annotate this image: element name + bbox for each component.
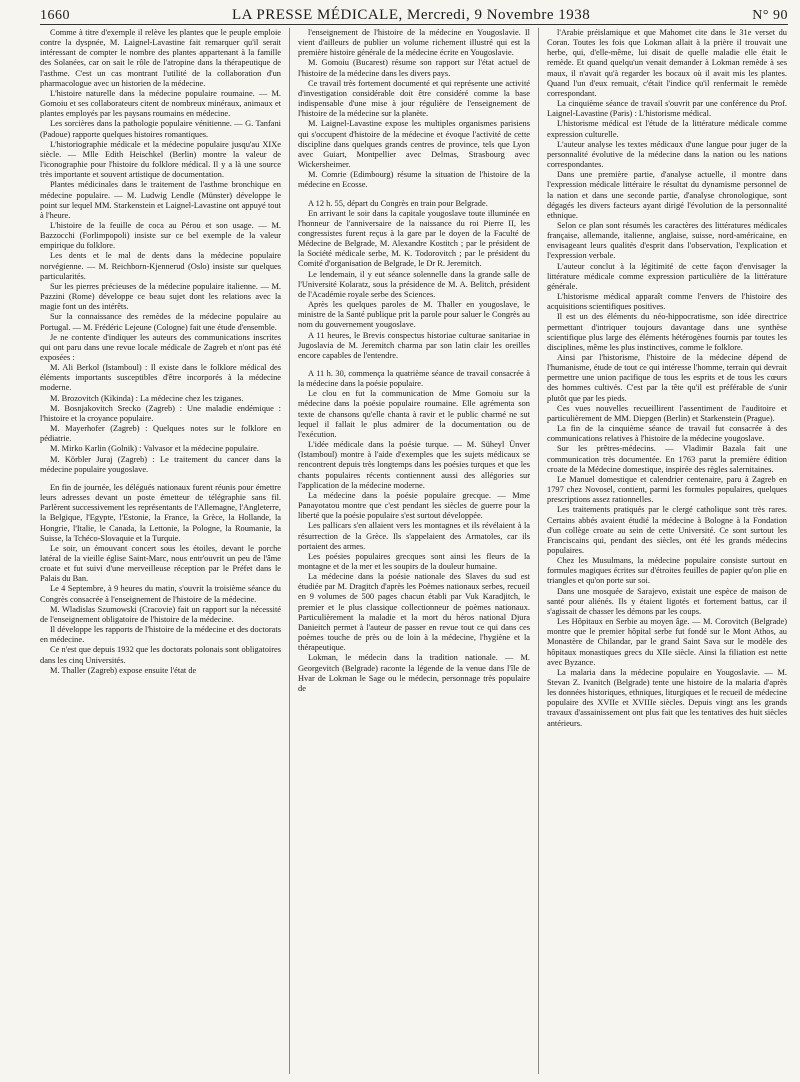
- paragraph: La fin de la cinquième séance de travail fut consacrée à des communications relatives à l'histoire de la médecine yougoslave.: [547, 424, 787, 444]
- paragraph: L'historiographie médicale et la médecine populaire jusqu'au XIXe siècle. — Mlle Edith Heischkel (Berlin) montre la valeur de l'iconographie pour l'histoire du folklore médical. Il y a là une source très importante et souvent artistique de documentation.: [40, 139, 281, 180]
- paragraph: M. Laignel-Lavastine expose les multiples organismes parisiens qui s'occupent d'histoire de la médecine et évoque l'activité de cette discipline dans quelques grands centres de province, tels que Lyon avec Guiart, Montpellier avec Delmas, Strasbourg avec Wickersheimer.: [298, 119, 530, 170]
- paragraph: M. Gomoiu (Bucarest) résume son rapport sur l'état actuel de l'histoire de la médecine dans les divers pays.: [298, 58, 530, 78]
- paragraph: A 11 heures, le Brevis conspectus historiae culturae sanitariae in Jugoslavia de M. Jeremitch charma par son latin clair les oreilles encore capables de l'entendre.: [298, 330, 530, 360]
- paragraph: Ce travail très fortement documenté et qui représente une activité d'investigation considérable doit être considéré comme la base indispensable d'une mise à jour régulière de l'enseignement de l'histoire de la médecine sur la planète.: [298, 78, 530, 119]
- paragraph: Plantes médicinales dans le traitement de l'asthme bronchique en médecine populaire. — M. Ludwig Lendle (Münster) développe le point sur lequel MM. Starkenstein et Laignel-Lavastine ont appuyé tout à l'heure.: [40, 180, 281, 220]
- paragraph: Le Manuel domestique et calendrier centenaire, paru à Zagreb en 1797 chez Novosel, contient, parmi les formules populaires, quelques prescriptions assez rationnelles.: [547, 474, 787, 505]
- paragraph: L'histoire naturelle dans la médecine populaire roumaine. — M. Gomoiu et ses collaborateurs citent de nombreux minéraux, animaux et plantes employés par les paysans roumains en médecine.: [40, 88, 281, 119]
- column-right: [538, 28, 787, 1074]
- paragraph: Sur les pierres précieuses de la médecine populaire italienne. — M. Pazzini (Rome) développe ce beau sujet dont les relations avec la magie font un des intérêts.: [40, 281, 281, 312]
- paragraph: Sur les prêtres-médecins. — Vladimir Bazala fait une communication très documentée. En 1763 parut la première édition croate de la Médecine domestique, inspirée des règles salernitaines.: [547, 444, 787, 474]
- paragraph: Ce n'est que depuis 1932 que les doctorats polonais sont obligatoires dans les cinq Universités.: [40, 645, 281, 665]
- paragraph: M. Mayerhofer (Zagreb) : Quelques notes sur le folklore en pédiatrie.: [40, 424, 281, 444]
- paragraph: L'auteur conclut à la légitimité de cette façon d'envisager la littérature médicale comme expression particulière de la littérature générale.: [547, 261, 787, 291]
- paragraph: M. Thaller (Zagreb) expose ensuite l'état de: [50, 665, 197, 675]
- paragraph: M. Comrie (Edimbourg) résume la situation de l'histoire de la médecine en Ecosse.: [298, 170, 530, 190]
- paragraph: M. Mirko Karlin (Golnik) : Valvasor et la médecine populaire.: [50, 444, 259, 454]
- paragraph: Les dents et le mal de dents dans la médecine populaire norvégienne. — M. Reichborn-Kjennerud (Oslo) insiste sur quelques particularités.: [40, 251, 281, 281]
- page-number: 1660: [40, 8, 70, 23]
- article-columns: [40, 28, 788, 1074]
- paragraph: Sur la connaissance des remèdes de la médecine populaire au Portugal. — M. Frédéric Lejeune (Cologne) fait une étude d'ensemble.: [40, 312, 281, 332]
- paragraph: Dans une première partie, d'analyse actuelle, il montre dans l'expression médicale littéraire le résultat du dynamisme personnel de la nation et dans une seconde partie, d'analyse chronologique, sont dégagés les divers facteurs ayant dirigé l'évolution de la personnalité ethnique.: [547, 170, 787, 220]
- column-middle: [289, 28, 538, 1074]
- paragraph: Le clou en fut la communication de Mme Gomoiu sur la médecine dans la poésie populaire roumaine. Elle agrémenta son texte de chansons qu'elle chanta à ravir et le public charmé ne sut lequel il fallait le plus admirer de la documentation ou de l'exécution.: [298, 389, 530, 439]
- paragraph: Dans une mosquée de Sarajevo, existait une espèce de maison de santé pour aliénés. Ils y étaient ligotés et fortement battus, car il s'agissait de chasser les démons par les coups.: [547, 586, 787, 616]
- paragraph: M. Körbler Juraj (Zagreb) : Le traitement du cancer dans la médecine populaire yougoslave.: [40, 454, 281, 474]
- paragraph: Je ne contente d'indiquer les auteurs des communications inscrites qui ont paru dans une revue locale médicale de Zagreb et n'ont pas été exposées :: [40, 332, 281, 362]
- column-left: [40, 28, 289, 1074]
- paragraph: Les Hôpitaux en Serbie au moyen âge. — M. Corovitch (Belgrade) montre que le premier hôpital serbe fut fondé sur le Mont Athos, au Monastère de Chilandar, par le grand Saint Sava sur le modèle des hôpitaux monastiques grecs du XIIe siècle. Ainsi la filiation est nette avec Byzance.: [547, 617, 787, 667]
- paragraph: Les traitements pratiqués par le clergé catholique sont très rares. Certains abbés avaient étudié la médecine à Bologne à la Fondation d'un collège croate au sein de cette Université. Ce sont surtout les Franciscains qui, pendant des siècles, ont été les grands médecins populaires.: [547, 505, 787, 555]
- paragraph: La cinquième séance de travail s'ouvrit par une conférence du Prof. Laignel-Lavastine (Paris) : L'historisme médical.: [547, 99, 787, 119]
- paragraph: L'historisme médical apparaît comme l'envers de l'histoire des acquisitions scientifiques positives.: [547, 292, 787, 312]
- paragraph: M. Ali Berkol (Istamboul) : Il existe dans le folklore médical des éléments importants susceptibles d'être incorporés à la médecine moderne.: [40, 363, 281, 393]
- paragraph: L'idée médicale dans la poésie turque. — M. Süheyl Ünver (Istamboul) montre à l'aide d'exemples que les sujets médicaux se rencontrent depuis très longtemps dans les poésies turques et que les chants populaires récents contiennent aussi des allégories sur l'application de la médecine moderne.: [298, 440, 530, 490]
- paragraph: Les sorcières dans la pathologie populaire vénitienne. — G. Tanfani (Padoue) rapporte quelques histoires romantiques.: [40, 119, 281, 139]
- page-header: [40, 0, 788, 25]
- paragraph: Lokman, le médecin dans la tradition nationale. — M. Georgevitch (Belgrade) raconte la légende de la venue dans l'île de Hvar de Lokman le Sage ou le médecin, personnage très populaire de: [298, 653, 530, 693]
- paragraph: A 12 h. 55, départ du Congrès en train pour Belgrade.: [308, 198, 488, 208]
- paragraph: Comme à titre d'exemple il relève les plantes que le peuple emploie contre la dyspnée, M. Laignel-Lavastine fait remarquer qu'il serait intéressant de compter le nombre des plantes appartenant à la famille des Solanées, car on sait le rôle de l'atropine dans la thérapeutique de l'asthme. C'est un cas montrant l'utilité de la collaboration d'un pharmacologue avec un historien de la médecine.: [40, 28, 281, 88]
- paragraph: A 11 h. 30, commença la quatrième séance de travail consacrée à la médecine dans la poésie populaire.: [298, 369, 530, 389]
- paragraph: En arrivant le soir dans la capitale yougoslave toute illuminée en l'honneur de l'anniversaire de la naissance du roi Pierre II, les congressistes furent reçus à la gare par le doyen de la Faculté de Médecine de Belgrade, M. Alexandre Kostitch ; par le président de la Société médicale serbe, M. K. Todorovitch ; par le président du Comité d'organisation de Belgrade, le Dr R. Jeremitch.: [298, 208, 530, 269]
- paragraph: Le soir, un émouvant concert sous les étoiles, devant le porche latéral de la vieille église Saint-Marc, nous entr'ouvrit un peu de l'âme croate et fut suivi d'une merveilleuse réception par le Préfet dans le Palais du Ban.: [40, 543, 281, 584]
- paragraph: l'enseignement de l'histoire de la médecine en Yougoslavie. Il vient d'ailleurs de publier un volume richement illustré qui est la première histoire générale de la médecine écrite en Yougoslavie.: [298, 28, 530, 58]
- paragraph: L'histoire de la feuille de coca au Pérou et son usage. — M. Bazzocchi (Forlimpopoli) insiste sur ce bel exemple de la valeur empirique du folklore.: [40, 220, 281, 251]
- paragraph: Le lendemain, il y eut séance solennelle dans la grande salle de l'Université Kolaratz, sous la présidence de M. A. Belitch, président de l'Académie royale serbe des Sciences.: [298, 269, 530, 299]
- paragraph: M. Bosnjakovitch Srecko (Zagreb) : Une maladie endémique : l'histoire et la croyance populaire.: [40, 403, 281, 423]
- paragraph: La malaria dans la médecine populaire en Yougoslavie. — M. Stevan Z. Ivanitch (Belgrade) tente une histoire de la malaria d'après les données historiques, ethniques, liturgiques et le recueil de médecine populaire des XVIIe et XVIIIe siècles. Depuis vingt ans les grands travaux d'assainissement ont plus fait que les tentatives des huit siècles antérieurs.: [547, 667, 787, 728]
- paragraph: M. Wladislas Szumowski (Cracovie) fait un rapport sur la nécessité de l'enseignement obligatoire de l'histoire de la médecine.: [40, 604, 281, 624]
- paragraph: Les poésies populaires grecques sont ainsi les fleurs de la montagne et de la mer et les soupirs de la douleur humaine.: [298, 551, 530, 571]
- paragraph: Les pallicars s'en allaient vers les montagnes et ils révélaient à la résurrection de la Grèce. Ils s'appelaient des Armatoles, car ils portaient des armes.: [298, 521, 530, 551]
- paragraph: Il développe les rapports de l'histoire de la médecine et des doctorats en médecine.: [40, 625, 281, 645]
- paragraph: Après les quelques paroles de M. Thaller en yougoslave, le ministre de la Santé publique prit la parole pour saluer le Congrès au nom du gouvernement yougoslave.: [298, 300, 530, 330]
- paragraph: La médecine dans la poésie populaire grecque. — Mme Panayotatou montre que c'est pendant les siècles de guerre pour la liberté que la poésie populaire s'est surtout développée.: [298, 490, 530, 521]
- paragraph: Le 4 Septembre, à 9 heures du matin, s'ouvrit la troisième séance du Congrès consacrée à l'enseignement de l'histoire de la médecine.: [40, 584, 281, 604]
- paragraph: l'Arabie préislamique et que Mahomet cite dans le 31e verset du Coran. Toutes les fois que Lokman allait à la prière il trouvait une herbe, qui, d'elle-même, lui disait de quelle maladie elle était le remède. Et quand quelqu'un venait demander à Lokman remède à ses maux, il n'avait qu'à regarder les bocaux où il avait mis les plantes. Quand l'un d'eux remuait, c'était l'indice qu'il renfermait le remède correspondant.: [547, 28, 787, 98]
- paragraph: Il est un des éléments du néo-hippocratisme, son idée directrice permettant d'intriquer toujours davantage dans une synthèse scientifique plus large des éléments hétérogènes fournis par toutes les disciplines, même les plus instinctives, comme le folklore.: [547, 312, 787, 352]
- paragraph: La médecine dans la poésie nationale des Slaves du sud est étudiée par M. Dragitch d'après les Poèmes nationaux serbes, recueil en 9 volumes de 500 pages chacun établi par Vuk Karadjitch, le premier et le plus classique collectionneur de poèmes nationaux. Particulièrement la maladie et la mort du héros national Djura Danieitch permet à l'auteur de passer en revue tout ce qui dans ces poèmes touche de près ou de loin à la médecine, l'hygiène et la thérapeutique.: [298, 572, 530, 653]
- paragraph: Ainsi par l'historisme, l'histoire de la médecine dépend de l'humanisme, étude de tout ce qui intéresse l'homme, terrain qui devrait permettre une union pacifique de tous les esprits et de tous les cœurs des hommes cultivés. C'est par la tête qu'il est préférable de s'unir plutôt que par les pieds.: [547, 353, 787, 403]
- paragraph: Ces vues nouvelles recueillirent l'assentiment de l'auditoire et particulièrement de MM. Diepgen (Berlin) et Starkenstein (Prague).: [547, 403, 787, 423]
- paragraph: L'historisme médical est l'étude de la littérature médicale comme expression culturelle.: [547, 119, 787, 139]
- paragraph: En fin de journée, les délégués nationaux furent réunis pour émettre leurs adresses devant un poste émetteur de télégraphie sans fil. Parlèrent successivement les représentants de l'Allemagne, l'Angleterre, la Belgique, l'Egypte, l'Estonie, la France, la Grèce, la Hollande, la Hongrie, l'Italie, le Canada, la Lettonie, la Pologne, la Roumanie, la Suisse, la Tchéco-Slovaquie et la Turquie.: [40, 482, 281, 543]
- issue-number: N° 90: [752, 8, 788, 23]
- paragraph: L'auteur analyse les textes médicaux d'une langue pour juger de la personnalité évolutive de la médecine dans la nation ou les nations correspondantes.: [547, 139, 787, 170]
- paragraph: Selon ce plan sont résumés les caractères des littératures médicales française, allemande, italienne, anglaise, suisse, nord-américaine, en envisageant leurs qualités d'esprit dans l'observation, l'explication et l'expression verbale.: [547, 220, 787, 261]
- journal-title: LA PRESSE MÉDICALE, Mercredi, 9 Novembre 1938: [231, 7, 591, 23]
- paragraph: Chez les Musulmans, la médecine populaire consiste surtout en formules magiques écrites sur d'étroites feuilles de papier qu'on plie en triangles et qu'on porte sur soi.: [547, 556, 787, 586]
- paragraph: M. Brozovitch (Kikinda) : La médecine chez les tziganes.: [50, 393, 244, 403]
